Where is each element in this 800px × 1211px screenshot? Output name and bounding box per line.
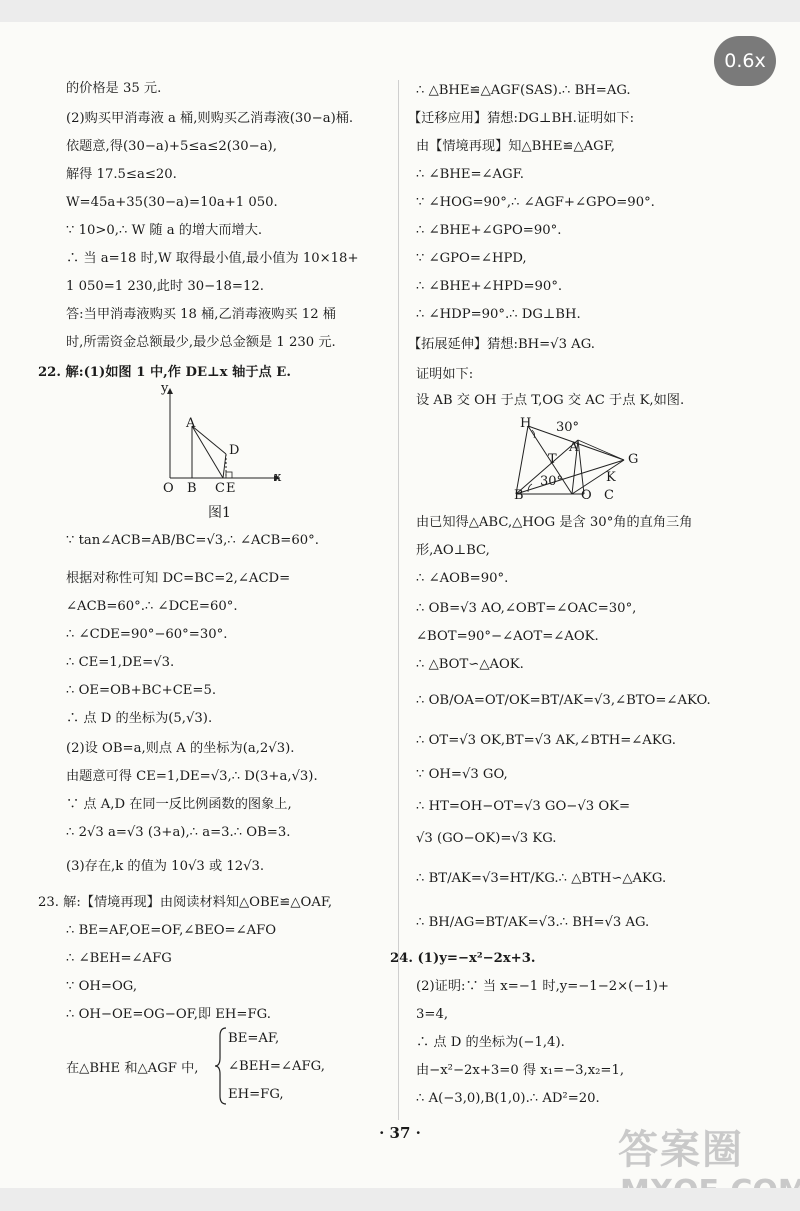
text-line: 由−x²−2x+3=0 得 x₁=−3,x₂=1, (416, 1063, 625, 1078)
text-line: ∠ACB=60°.∴ ∠DCE=60°. (66, 599, 238, 614)
question-23-heading: 23. 解:【情境再现】由阅读材料知△OBE≌△OAF, (38, 895, 333, 910)
text-line: 由【情境再现】知△BHE≌△AGF, (416, 139, 615, 154)
text-line: ∴ A(−3,0),B(1,0).∴ AD²=20. (416, 1091, 600, 1106)
fig2-label-k: K (606, 470, 616, 485)
text-line: 的价格是 35 元. (66, 81, 162, 96)
text-line: ∴ ∠BHE=∠AGF. (416, 167, 524, 182)
text-line: ∴ △BOT∽△AOK. (416, 657, 524, 672)
text-line: ∴ CE=1,DE=√3. (66, 655, 175, 670)
text-line: 答:当甲消毒液购买 18 桶,乙消毒液购买 12 桶 (66, 307, 336, 322)
text-line: ∴ 点 D 的坐标为(5,√3). (66, 711, 213, 726)
fig2-label-t: T (548, 452, 557, 467)
fig1-label-e: E (226, 481, 236, 496)
system-line: ∠BEH=∠AFG, (228, 1059, 325, 1074)
text-line: ∵ ∠HOG=90°,∴ ∠AGF+∠GPO=90°. (416, 195, 655, 210)
fig1-label-b: B (187, 481, 197, 496)
text-line: ∵ ∠GPO=∠HPD, (416, 251, 527, 266)
figure-1-caption: 图1 (208, 505, 231, 521)
question-22-heading: 22. 解:(1)如图 1 中,作 DE⊥x 轴于点 E. (38, 365, 291, 380)
text-line: W=45a+35(30−a)=10a+1 050. (66, 195, 278, 210)
text-line: ∴ ∠BHE+∠HPD=90°. (416, 279, 563, 294)
text-line: ∵ OH=OG, (66, 979, 138, 994)
text-line: (3)存在,k 的值为 10√3 或 12√3. (66, 859, 265, 874)
text-line: 解得 17.5≤a≤20. (66, 167, 177, 182)
text-line: 1 050=1 230,此时 30−18=12. (66, 279, 264, 294)
fig2-label-c: C (604, 488, 614, 503)
watermark-logo: 答案圈 (618, 1127, 744, 1173)
fig2-label-a: A (569, 440, 579, 455)
text-line: 【迁移应用】猜想:DG⊥BH.证明如下: (408, 111, 635, 126)
text-line: ∴ ∠BHE+∠GPO=90°. (416, 223, 562, 238)
fig2-label-h: H (520, 416, 532, 431)
system-line: BE=AF, (228, 1031, 280, 1046)
text-line: 【拓展延伸】猜想:BH=√3 AG. (408, 337, 595, 352)
text-line: ∵ 点 A,D 在同一反比例函数的图象上, (66, 797, 292, 812)
fig2-label-angle-top: 30° (556, 420, 580, 435)
text-line: ∴ 当 a=18 时,W 取得最小值,最小值为 10×18+ (66, 251, 359, 266)
text-line: ∴ OH−OE=OG−OF,即 EH=FG. (66, 1007, 271, 1022)
text-line: ∵ OH=√3 GO, (416, 767, 508, 782)
fig2-label-o: O (581, 488, 592, 503)
text-line: (2)证明:∵ 当 x=−1 时,y=−1−2×(−1)+ (416, 979, 669, 994)
text-line: ∴ 点 D 的坐标为(−1,4). (416, 1035, 565, 1050)
brace-icon (214, 1026, 228, 1106)
playback-speed-button[interactable]: 0.6x (714, 36, 776, 86)
text-line: (2)设 OB=a,则点 A 的坐标为(a,2√3). (66, 741, 295, 756)
text-line: ∴ BT/AK=√3=HT/KG.∴ △BTH∽△AKG. (416, 871, 667, 886)
text-line: 证明如下: (416, 367, 474, 382)
text-line: (2)购买甲消毒液 a 桶,则购买乙消毒液(30−a)桶. (66, 111, 354, 126)
fig1-label-x: x (274, 470, 282, 485)
text-line: ∴ BH/AG=BT/AK=√3.∴ BH=√3 AG. (416, 915, 650, 930)
question-24-heading: 24. (1)y=−x²−2x+3. (390, 951, 536, 966)
fig1-label-d: D (229, 443, 240, 458)
fig2-label-g: G (628, 452, 639, 467)
fig1-label-o: O (163, 481, 174, 496)
text-line: 依题意,得(30−a)+5≤a≤2(30−a), (66, 139, 277, 154)
text-line: ∴ OB/OA=OT/OK=BT/AK=√3,∠BTO=∠AKO. (416, 693, 711, 708)
system-line: EH=FG, (228, 1087, 284, 1102)
text-line: ∴ ∠BEH=∠AFG (66, 951, 172, 966)
text-line: ∴ ∠AOB=90°. (416, 571, 509, 586)
text-line: ∴ △BHE≌△AGF(SAS).∴ BH=AG. (416, 83, 631, 98)
text-line: 3=4, (416, 1007, 449, 1022)
fig1-label-c: C (215, 481, 225, 496)
text-line: 设 AB 交 OH 于点 T,OG 交 AC 于点 K,如图. (416, 393, 685, 408)
text-line: 由题意可得 CE=1,DE=√3,∴ D(3+a,√3). (66, 769, 318, 784)
fig2-label-angle-bottom: 30° (540, 474, 564, 489)
text-line: ∴ BE=AF,OE=OF,∠BEO=∠AFO (66, 923, 277, 938)
text-line: ∴ 2√3 a=√3 (3+a),∴ a=3.∴ OB=3. (66, 825, 291, 840)
text-line: ∵ 10>0,∴ W 随 a 的增大而增大. (66, 223, 263, 238)
text-line: 在△BHE 和△AGF 中, (66, 1061, 199, 1076)
text-line: ∴ OT=√3 OK,BT=√3 AK,∠BTH=∠AKG. (416, 733, 676, 748)
text-line: ∴ ∠HDP=90°.∴ DG⊥BH. (416, 307, 581, 322)
text-line: ∴ OE=OB+BC+CE=5. (66, 683, 217, 698)
text-line: √3 (GO−OK)=√3 KG. (416, 831, 557, 846)
text-line: 根据对称性可知 DC=BC=2,∠ACD= (66, 571, 291, 586)
text-line: 形,AO⊥BC, (416, 543, 490, 558)
text-line: ∴ HT=OH−OT=√3 GO−√3 OK= (416, 799, 631, 814)
page-number: · 37 · (379, 1124, 421, 1142)
fig1-label-y: y (161, 381, 169, 396)
text-line: 由已知得△ABC,△HOG 是含 30°角的直角三角 (416, 515, 693, 530)
fig1-label-a: A (186, 416, 196, 431)
text-line: ∴ OB=√3 AO,∠OBT=∠OAC=30°, (416, 601, 637, 616)
text-line: 时,所需资金总额最少,最少总金额是 1 230 元. (66, 335, 336, 350)
top-bar (0, 0, 800, 22)
bottom-bar (0, 1188, 800, 1211)
text-line: ∠BOT=90°−∠AOT=∠AOK. (416, 629, 599, 644)
text-line: ∴ ∠CDE=90°−60°=30°. (66, 627, 228, 642)
text-line: ∵ tan∠ACB=AB/BC=√3,∴ ∠ACB=60°. (66, 533, 319, 548)
fig2-label-b: B (514, 488, 524, 503)
